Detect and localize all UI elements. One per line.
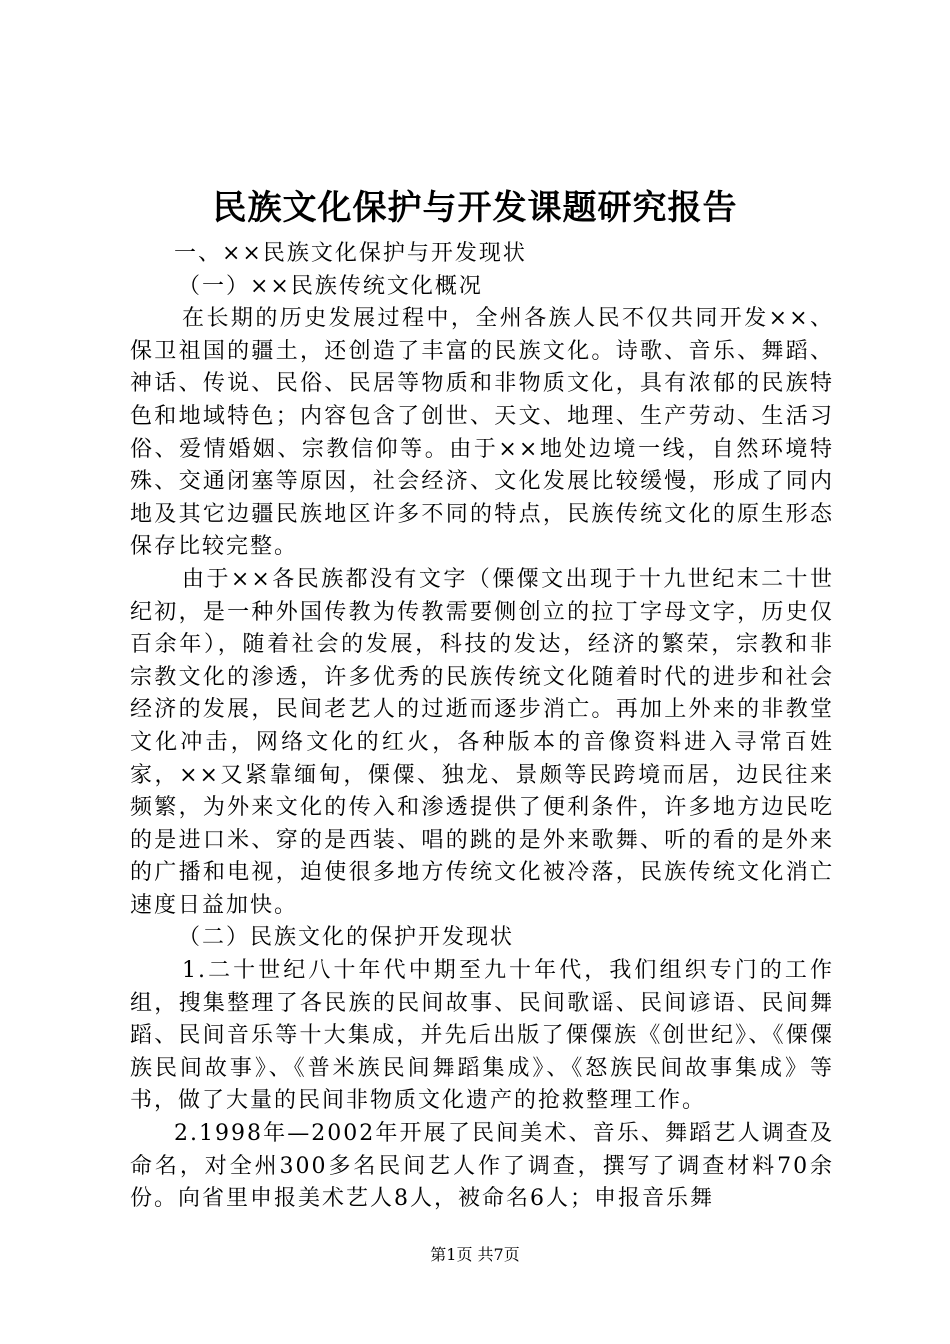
subsection-heading: （二）民族文化的保护开发现状	[178, 925, 515, 951]
paragraph: 在长期的历史发展过程中，全州各族人民不仅共同开发××、保卫祖国的疆土，还创造了丰富的民族文化。诗歌、音乐、舞蹈、神话、传说、民俗、民居等物质和非物质文化，具有浓郁的民族特色和地域特色；内容包含了创世、天文、地理、生产劳动、生活习俗、爱情婚姻、宗教信仰等。由于××地处边境一线，自然环境特殊、交通闭塞等原因，社会经济、文化发展比较缓慢，形成了同内地及其它边疆民族地区许多不同的特点，民族传统文化的原生形态保存比较完整。	[130, 306, 834, 560]
paragraph: 由于××各民族都没有文字（傈僳文出现于十九世纪末二十世纪初，是一种外国传教为传教需要侧创立的拉丁字母文字，历史仅百余年），随着社会的发展，科技的发达，经济的繁荣，宗教和非宗教文化的渗透，许多优秀的民族传统文化随着时代的进步和社会经济的发展，民间老艺人的过逝而逐步消亡。再加上外来的非教堂文化冲击，网络文化的红火，各种版本的音像资料进入寻常百姓家，××又紧靠缅甸，傈僳、独龙、景颇等民跨境而居，边民往来频繁，为外来文化的传入和渗透提供了便利条件，许多地方边民吃的是进口米、穿的是西装、唱的跳的是外来歌舞、听的看的是外来的广播和电视，迫使很多地方传统文化被冷落，民族传统文化消亡速度日益加快。	[130, 566, 834, 918]
list-item: 2.1998年—2002年开展了民间美术、音乐、舞蹈艺人调查及命名，对全州300多名民间艺人作了调查，撰写了调查材料70余份。向省里申报美术艺人8人，被命名6人；申报音乐舞	[130, 1121, 834, 1212]
document-body	[130, 238, 834, 1216]
document-title: 民族文化保护与开发课题研究报告	[212, 188, 738, 228]
list-item: 1.二十世纪八十年代中期至九十年代，我们组织专门的工作组，搜集整理了各民族的民间故事、民间歌谣、民间谚语、民间舞蹈、民间音乐等十大集成，并先后出版了傈僳族《创世纪》、《傈僳族民间故事》、《普米族民间舞蹈集成》、《怒族民间故事集成》等书，做了大量的民间非物质文化遗产的抢救整理工作。	[130, 958, 834, 1114]
page-number-footer: 第1页 共7页	[430, 1245, 520, 1264]
section-heading: 一、××民族文化保护与开发现状	[174, 241, 527, 266]
subsection-heading: （一）××民族传统文化概况	[178, 273, 483, 299]
